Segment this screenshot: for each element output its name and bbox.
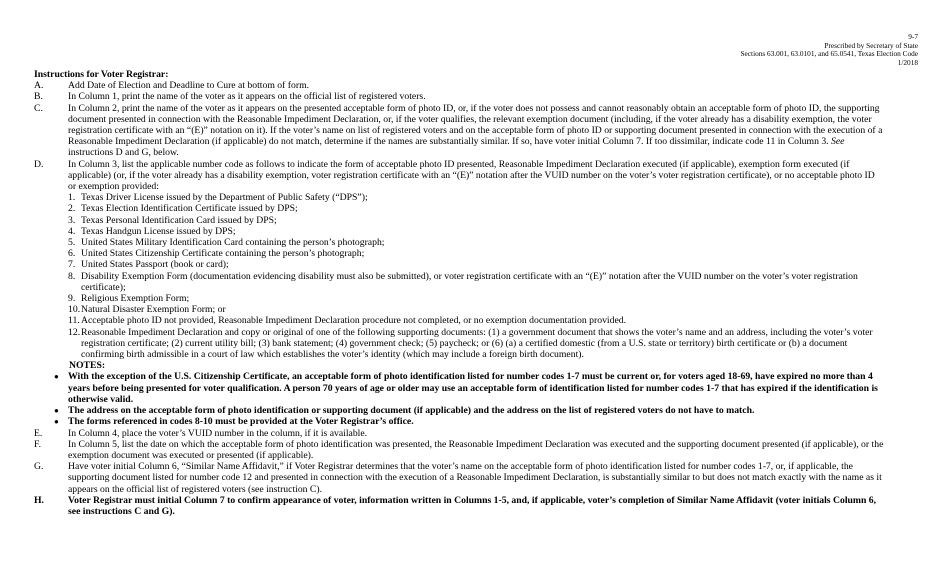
statute-sections: Sections 63.001, 63.0101, and 65.0541, Texas Election Code [740,49,918,59]
instruction-c [34,103,884,159]
code-text: Religious Exemption Form; [81,293,190,305]
code-number: 3. [68,214,76,226]
instruction-g [34,461,884,495]
instruction-a [34,80,884,91]
code-number: 1. [68,192,76,204]
instruction-label: G. [34,461,44,473]
instruction-text-tail: instructions D and G, below. [68,147,179,159]
code-number: 6. [68,248,76,260]
see-reference: See [831,136,845,148]
instruction-e [34,428,884,439]
bullet-icon: ● [54,417,59,427]
code-number: 12. [68,326,81,338]
note-item [34,416,884,427]
code-number: 9. [68,293,76,305]
prescribed-by: Prescribed by Secretary of State [824,40,918,50]
code-item [68,293,884,304]
code-number: 2. [68,203,76,215]
code-text: Texas Personal Identification Card issued by DPS; [81,214,277,226]
code-item [68,327,884,361]
instruction-d [34,159,884,372]
code-text: United States Citizenship Certificate containing the person’s photograph; [81,248,365,260]
notes-list [34,371,884,427]
instruction-text: In Column 4, place the voter’s VUID number in the column, if it is available. [68,427,368,439]
code-text: United States Military Identification Card containing the person’s photograph; [81,237,385,249]
code-item [68,237,884,248]
code-item [68,226,884,237]
code-list [68,192,884,360]
code-text: Natural Disaster Exemption Form; or [81,304,226,316]
instruction-b [34,91,884,102]
code-item [68,304,884,315]
code-number: 7. [68,259,76,271]
code-text: Texas Handgun License issued by DPS; [81,225,236,237]
code-item [68,215,884,226]
bullet-icon: ● [54,406,59,416]
note-text: With the exception of the U.S. Citizenship Certificate, an acceptable form of photo identification listed for number codes 1-7 must be current or, for voters aged 18-69, have expired no more than 4 years before being presented for voter qualification. A person 70 years of age or older may use an acceptable form of identification listed for number codes 1-7 that has expired if the identification is otherwise valid. [68,371,878,405]
instruction-label: C. [34,102,43,114]
instruction-label: A. [34,80,44,92]
code-number: 10. [68,304,81,316]
code-text: Texas Election Identification Certificate issued by DPS; [81,203,298,215]
notes-title: NOTES: [69,360,106,372]
code-number: 11. [68,315,80,327]
note-item [34,371,884,405]
bullet-icon: ● [54,372,59,382]
page-title: Instructions for Voter Registrar: [34,69,169,80]
instruction-label: D. [34,158,44,170]
instruction-text: Add Date of Election and Deadline to Cure at bottom of form. [68,80,310,92]
code-text: Acceptable photo ID not provided, Reasonable Impediment Declaration procedure not completed, or no exemption documentation provided. [81,315,627,327]
instruction-text: In Column 5, list the date on which the acceptable form of photo identification was presented, the Reasonable Impediment Declaration was executed and the supporting document presented (if applicable), or the exemption document was executed or presented (if applicable). [68,438,884,461]
code-text: Texas Driver License issued by the Department of Public Safety (“DPS”); [81,192,368,204]
code-number: 8. [68,270,76,282]
form-header [741,33,919,68]
instructions-body [34,69,884,517]
instruction-label: F. [34,438,42,450]
code-text: Reasonable Impediment Declaration and copy or original of one of the following supporting documents: (1) a government document that shows the voter’s name and an address, including the voter’s voter registration certificate; (2) current utility bill; (3) bank statement; (4) government check; (5) paycheck; or (6) (a) a certified domestic (from a U.S. state or territory) birth certificate or (b) a document confirming birth admissible in a court of law which establishes the voter’s identity (which may include a foreign birth document). [81,326,873,361]
code-number: 4. [68,225,76,237]
instruction-label: E. [34,427,43,439]
form-number: 9-7 [908,32,918,41]
instruction-text: In Column 3, list the applicable number code as follows to indicate the form of acceptable photo ID presented, Reasonable Impediment Declaration executed (if applicable), exemption form executed (if applicable) (or, if the voter already has a disability exemption, voter registration certificate with an “(E)” notation after the VUID number on the voter’s voter registration certificate), or no acceptable photo ID or exemption provided: [68,158,875,193]
instruction-label: H. [34,494,44,506]
code-item [68,315,884,326]
instruction-label: B. [34,91,43,103]
instruction-text: Have voter initial Column 6, “Similar Name Affidavit,” if Voter Registrar determines that the voter’s name on the acceptable form of photo identification listed for number codes 1-7, or, if applicable, the supporting document listed for number code 12 and presented in connection with the execution of a Reasonable Impediment Declaration, is substantially similar to but does not match exactly with the name as it appears on the official list of registered voters (see instruction C). [68,461,882,495]
code-text: United States Passport (book or card); [81,259,229,271]
instruction-text: Voter Registrar must initial Column 7 to confirm appearance of voter, information written in Columns 1-5, and, if applicable, voter’s completion of Similar Name Affidavit (voter initials Column 6, see instructions C and G). [68,494,877,517]
note-text: The forms referenced in codes 8-10 must be provided at the Voter Registrar’s office. [68,416,414,428]
code-item [68,259,884,270]
form-date: 1/2018 [897,58,918,68]
code-item [68,203,884,214]
instruction-h [34,495,884,517]
code-text: Disability Exemption Form (documentation evidencing disability must also be submitted), or voter registration certificate with an “(E)” notation after the VUID number on the voter’s voter registration certificate); [81,270,858,293]
instruction-text: In Column 2, print the name of the voter as it appears on the presented acceptable form of photo ID, or, if the voter does not possess and cannot reasonably obtain an acceptable form of photo ID, the supporting document presented in connection with the Reasonable Impediment Declaration, or, if the voter qualifies, the relevant exemption document (including, if the voter already has a disability exemption, the voter registration certificate with an “(E)” notation on it). If the voter’s name on list of registered voters and on the acceptable form of photo ID or supporting document presented in connection with the execution of a Reasonable Impediment Declaration (if applicable) do not match, determine if the names are substantially similar. If so, have voter initial Column 7. If too dissimilar, indicate code 11 in Column 3. [68,102,883,148]
instruction-text: In Column 1, print the name of the voter as it appears on the official list of registered voters. [68,91,426,103]
note-item [34,405,884,416]
code-item [68,192,884,203]
note-text: The address on the acceptable form of photo identification or supporting document (if applicable) and the address on the list of registered voters do not have to match. [68,405,755,417]
code-number: 5. [68,237,76,249]
instruction-f [34,439,884,461]
code-item [68,248,884,259]
code-item [68,271,884,293]
